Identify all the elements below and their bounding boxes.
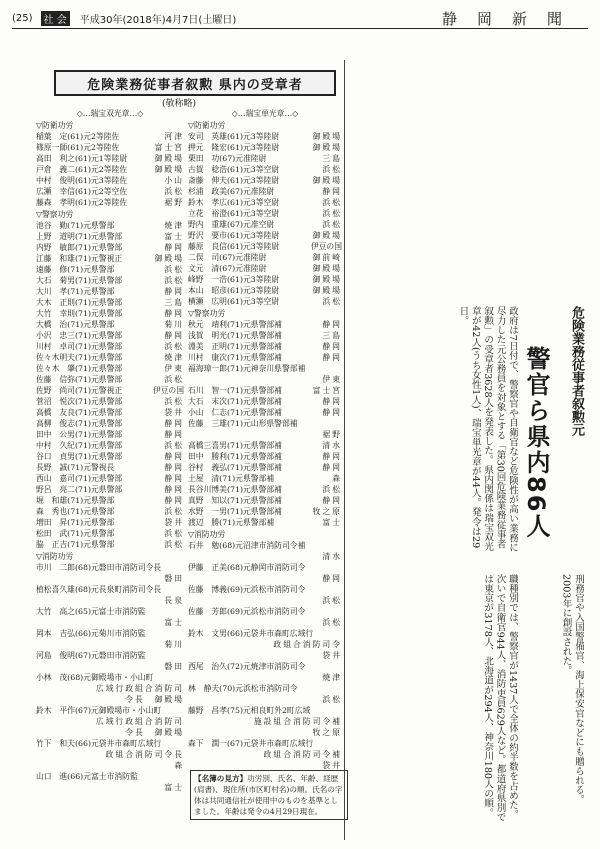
legend-text: 功労別、氏名、年齢、経歴(肩書)、現住所(市区町村名)の順。氏名の字体は共同通信社が使用中のものを基準としました。年齢は発令の4月29日現在。 bbox=[194, 774, 343, 816]
column-divider bbox=[344, 60, 345, 840]
recipient-entry bbox=[36, 429, 184, 440]
recipient-name: 戸倉 義二(61)元2等陸佐 bbox=[36, 165, 128, 174]
recipient-residence: 静岡 bbox=[164, 287, 184, 296]
recipient-name: 佐々木明夫(71)元県警部 bbox=[36, 353, 123, 362]
recipient-entry bbox=[188, 131, 342, 142]
recipient-entry bbox=[188, 683, 342, 694]
recipient-name: 大川 孝(71)元県警部 bbox=[36, 287, 115, 296]
recipient-residence: 静岡 bbox=[164, 474, 184, 483]
recipient-residence: 御殿場 bbox=[312, 143, 342, 152]
recipient-entry bbox=[188, 153, 342, 164]
recipient-residence: 小山 bbox=[164, 176, 184, 185]
recipient-entry bbox=[188, 661, 342, 672]
legend-box bbox=[190, 770, 348, 820]
recipient-residence: 御殿場 bbox=[154, 254, 184, 263]
recipient-entry bbox=[36, 528, 184, 539]
recipient-continuation: 施設組合消防司令補 bbox=[253, 717, 342, 726]
recipient-entry bbox=[36, 341, 184, 352]
recipient-residence: 浜松 bbox=[164, 441, 184, 450]
recipient-name: 岡本 吉弘(66)元菊川市消防監 bbox=[36, 629, 146, 638]
recipient-entry bbox=[188, 705, 342, 716]
recipient-residence: 浜松 bbox=[322, 485, 342, 494]
merit-group-heading: ▽警察功労 bbox=[36, 210, 74, 219]
recipient-residence: 伊豆の国 bbox=[152, 386, 184, 395]
recipient-residence: 静岡 bbox=[164, 485, 184, 494]
recipient-continuation: 広域行政組合消防司 bbox=[95, 684, 184, 693]
medal-heading: ◇…瑞宝双光章…◇ bbox=[76, 109, 144, 118]
recipient-residence: 静岡 bbox=[164, 243, 184, 252]
recipient-residence: 森 bbox=[332, 474, 342, 483]
recipient-name: 水野 一男(71)元県警部補 bbox=[188, 507, 282, 516]
recipient-name: 高田 利之(61)元1等陸尉 bbox=[36, 154, 128, 163]
recipient-entry bbox=[36, 705, 184, 716]
recipient-continuation: 令長 御殿場 bbox=[125, 695, 184, 704]
recipient-entry bbox=[188, 230, 342, 241]
recipient-residence: 静岡 bbox=[164, 452, 184, 461]
article-paragraph-2: 職種別では、警察官が1437人で全体の約半数を占めた。次いで自衛官944人、消防吏員629人など。都道府県別では東京が3178人、北海道が294人、神奈川180人の順。 bbox=[482, 574, 518, 822]
recipient-name: 安司 英雄(61)元3等陸尉 bbox=[188, 132, 280, 141]
recipient-entry bbox=[188, 584, 342, 595]
recipient-residence: 浜松 bbox=[164, 529, 184, 538]
recipient-entry bbox=[36, 197, 184, 208]
recipient-entry bbox=[36, 186, 184, 197]
article-headline: 警官ら県内86人 bbox=[522, 346, 550, 540]
recipient-name: 菅沼 悦次(71)元県警部 bbox=[36, 397, 123, 406]
recipient-entry bbox=[188, 241, 342, 252]
recipient-entry bbox=[188, 285, 342, 296]
merit-group-heading: ▽消防功労 bbox=[36, 552, 74, 561]
recipient-name: 中村 久紀(71)元県警部 bbox=[36, 441, 123, 450]
recipient-name: 大橋 治(71)元県警部 bbox=[36, 320, 115, 329]
recipient-entry bbox=[188, 352, 342, 363]
page-header bbox=[12, 8, 588, 29]
recipient-name: 渡辺 勝(71)元県警部補 bbox=[188, 518, 275, 527]
recipient-entry bbox=[188, 473, 342, 484]
recipient-name: 横瀬 広明(61)元3等空尉 bbox=[188, 297, 280, 306]
recipient-continuation: 浜松 bbox=[322, 618, 342, 627]
merit-group-heading: ▽防衛功労 bbox=[36, 121, 74, 130]
recipient-entry bbox=[188, 495, 342, 506]
recipient-name: 大石 菊男(71)元県警部 bbox=[36, 276, 123, 285]
recipient-residence: 三島 bbox=[164, 298, 184, 307]
recipient-residence: 浜松 bbox=[164, 375, 184, 384]
recipient-name: 上野 道明(71)元県警部 bbox=[36, 232, 123, 241]
recipient-name: 大石 末次(71)元県警部補 bbox=[188, 397, 282, 406]
recipient-residence: 袋井 bbox=[164, 408, 184, 417]
recipient-entry bbox=[36, 418, 184, 429]
recipient-entry bbox=[36, 297, 184, 308]
section-label: 社 会 bbox=[41, 11, 70, 26]
recipient-name: 森 秀也(71)元県警部 bbox=[36, 507, 115, 516]
recipient-entry bbox=[36, 220, 184, 231]
recipient-residence: 御殿場 bbox=[312, 231, 342, 240]
recipient-entry bbox=[188, 319, 342, 330]
recipient-name: 秋元 靖利(71)元県警部補 bbox=[188, 320, 282, 329]
recipient-name: 田中 勝利(71)元県警部補 bbox=[188, 452, 282, 461]
recipient-residence: 静岡 bbox=[322, 496, 342, 505]
recipient-residence: 御殿場 bbox=[312, 264, 342, 273]
recipient-continuation: 静岡 bbox=[322, 574, 342, 583]
recipient-name: 大竹 幸則(71)元県警部 bbox=[36, 309, 123, 318]
recipient-name: 二俣 司(67)元准陸尉 bbox=[188, 253, 267, 262]
recipient-name: 増田 昇(71)元県警部 bbox=[36, 518, 115, 527]
recipient-entry bbox=[36, 539, 184, 550]
recipient-name: 藤森 孝明(61)元2等陸佐 bbox=[36, 198, 128, 207]
recipient-name: 江藤 和雄(71)元警視正 bbox=[36, 254, 123, 263]
recipient-entry bbox=[188, 208, 342, 219]
recipient-entry bbox=[188, 274, 342, 285]
recipient-name: 佐藤 三雄(71)元山形県警部補 bbox=[188, 419, 298, 428]
recipient-name: 鈴木 平作(67)元御殿場市・小山町 bbox=[36, 706, 162, 715]
recipient-residence: 富士 bbox=[164, 232, 184, 241]
recipient-name: 浅賀 明光(71)元県警部補 bbox=[188, 331, 282, 340]
recipient-name: 長野 誠(71)元警視長 bbox=[36, 463, 115, 472]
recipient-entry bbox=[188, 341, 342, 352]
recipient-name: 峰野 一浩(61)元3等陸尉 bbox=[188, 275, 280, 284]
recipient-continuation: 焼津 bbox=[322, 673, 342, 682]
recipient-residence: 御前崎 bbox=[312, 253, 342, 262]
recipient-name: 佐藤 芳郎(69)元浜松市消防司令 bbox=[188, 607, 306, 616]
recipient-name: 植松喜久雄(68)元長泉町消防司令長 bbox=[36, 585, 162, 594]
recipient-residence: 浜松 bbox=[164, 276, 184, 285]
newspaper-name: 静岡新聞 bbox=[441, 9, 582, 28]
recipient-continuation: 磐田 bbox=[164, 574, 184, 583]
recipient-continuation: 政組合消防司令補 bbox=[263, 750, 342, 759]
recipient-name: 内野 敏郎(71)元県警部 bbox=[36, 243, 123, 252]
recipient-name: 市川 二郎(68)元磐田市消防司令長 bbox=[36, 563, 162, 572]
recipient-continuation: 伊東 bbox=[322, 375, 342, 384]
recipient-name: 堀 和雄(71)元県警部 bbox=[36, 496, 115, 505]
recipient-residence: 静岡 bbox=[322, 463, 342, 472]
recipient-entry bbox=[188, 451, 342, 462]
recipient-entry bbox=[36, 440, 184, 451]
recipient-residence: 静岡 bbox=[164, 496, 184, 505]
recipient-residence: 浜松 bbox=[322, 209, 342, 218]
recipient-name: 山口 進(66)元富士市消防監 bbox=[36, 772, 138, 781]
recipient-residence: 静岡 bbox=[322, 353, 342, 362]
recipient-entry bbox=[188, 175, 342, 186]
recipient-entry bbox=[188, 263, 342, 274]
recipient-name: 脇 正吉(71)元県警部 bbox=[36, 540, 115, 549]
recipient-name: 谷口 貞男(71)元県警部 bbox=[36, 452, 123, 461]
recipient-residence: 菊川 bbox=[164, 320, 184, 329]
recipient-continuation: 清水 bbox=[322, 552, 342, 561]
merit-group-heading: ▽警察功労 bbox=[188, 309, 226, 318]
page-number: (25) bbox=[12, 12, 33, 24]
recipient-entry bbox=[188, 506, 342, 517]
recipient-name: 藤野 昌孝(75)元相良町外2町広域 bbox=[188, 706, 311, 715]
recipient-residence: 富士 bbox=[322, 518, 342, 527]
recipient-name: 池谷 勤(71)元県警部 bbox=[36, 221, 115, 230]
recipient-name: 松田 武(71)元県警部 bbox=[36, 529, 115, 538]
recipient-entry bbox=[36, 738, 184, 749]
issue-date: 平成30年(2018年)4月7日(土曜日) bbox=[79, 14, 237, 26]
legend-label: 【名簿の見方】 bbox=[194, 774, 248, 783]
recipient-residence: 静岡 bbox=[322, 320, 342, 329]
recipient-name: 押元 隆宏(61)元3等陸尉 bbox=[188, 143, 280, 152]
recipient-entry bbox=[36, 308, 184, 319]
recipient-residence: 焼津 bbox=[164, 353, 184, 362]
recipient-entry bbox=[36, 175, 184, 186]
merit-group-heading: ▽防衛功労 bbox=[188, 121, 226, 130]
article-paragraph-1: 政府は7日付で、警察官や自衛官など危険性が高い業務に尽力した元公務員を対象とする「第30回危険業務従事者叙勲」の受章者3628人を発表した。県内関係は瑞宝双光章が42人(うち女性1人)、瑞宝単光章が44人。発令は29日。 bbox=[457, 306, 518, 553]
recipient-entry bbox=[36, 517, 184, 528]
recipient-entry bbox=[36, 396, 184, 407]
recipient-name: 小沢 忠三(71)元県警部 bbox=[36, 331, 123, 340]
recipient-entry bbox=[36, 628, 184, 639]
recipient-name: 大竹 高之(65)元富士市消防監 bbox=[36, 607, 146, 616]
recipient-name: 西山 嘉司(71)元県警部 bbox=[36, 474, 123, 483]
recipient-name: 川村 康次(71)元県警部補 bbox=[188, 353, 282, 362]
recipient-entry bbox=[188, 396, 342, 407]
recipient-entry bbox=[36, 650, 184, 661]
recipient-entry bbox=[188, 363, 342, 374]
recipient-residence: 静岡 bbox=[322, 452, 342, 461]
recipient-name: 大木 正則(71)元県警部 bbox=[36, 298, 123, 307]
recipient-name: 石井 勉(68)元沼津市消防司令補 bbox=[188, 541, 306, 550]
recipient-name: 河島 俊明(67)元磐田市消防監 bbox=[36, 651, 146, 660]
recipient-residence: 静岡 bbox=[322, 408, 342, 417]
recipient-entry bbox=[188, 540, 342, 551]
recipient-name: 高柳 俊志(71)元県警部 bbox=[36, 419, 123, 428]
recipient-entry bbox=[188, 440, 342, 451]
recipient-name: 小林 茂(68)元御殿場市・小山町 bbox=[36, 673, 154, 682]
recipient-residence: 浜松 bbox=[164, 540, 184, 549]
recipient-entry bbox=[188, 330, 342, 341]
recipient-entry bbox=[36, 164, 184, 175]
recipient-name: 伊藤 正美(68)元静岡市消防司令 bbox=[188, 563, 306, 572]
recipient-entry bbox=[36, 606, 184, 617]
recipient-residence: 浜松 bbox=[322, 297, 342, 306]
recipient-entry bbox=[36, 231, 184, 242]
recipient-residence: 伊東 bbox=[164, 364, 184, 373]
recipient-entry bbox=[36, 319, 184, 330]
recipient-name: 古賀 稔浩(61)元3等空尉 bbox=[188, 165, 280, 174]
recipient-entry bbox=[188, 197, 342, 208]
recipient-entry bbox=[36, 462, 184, 473]
recipient-name: 田中 公男(71)元県警部 bbox=[36, 430, 123, 439]
recipient-name: 野呂 亮二(71)元県警部 bbox=[36, 485, 123, 494]
recipient-name: 長谷川博美(71)元県警部補 bbox=[188, 485, 282, 494]
recipient-name: 西尾 治久(72)元焼津市消防司令 bbox=[188, 662, 306, 671]
recipient-entry bbox=[36, 352, 184, 363]
recipient-name: 藤原 良信(61)元3等陸尉 bbox=[188, 242, 280, 251]
recipient-name: 中村 俊明(61)元3等陸佐 bbox=[36, 176, 128, 185]
recipient-entry bbox=[188, 606, 342, 617]
recipient-name: 福海璋一郎(71)元神奈川県警部補 bbox=[188, 364, 306, 373]
recipient-residence: 伊豆の国 bbox=[310, 242, 342, 251]
recipient-entry bbox=[36, 374, 184, 385]
recipient-residence: 静岡 bbox=[164, 419, 184, 428]
recipient-name: 鈴木 文男(66)元袋井市森町広域行 bbox=[188, 629, 314, 638]
recipient-residence: 富士宮 bbox=[312, 386, 342, 395]
recipient-entry bbox=[36, 242, 184, 253]
recipient-continuation: 政組合消防司令長 bbox=[105, 750, 184, 759]
recipient-entry bbox=[36, 451, 184, 462]
recipient-name: 文元 清(67)元准陸尉 bbox=[188, 264, 267, 273]
recipient-entry bbox=[36, 286, 184, 297]
recipient-name: 野内 重雄(67)元准空尉 bbox=[188, 220, 275, 229]
kicker-suffix: 元 bbox=[569, 423, 584, 436]
recipient-residence: 静岡 bbox=[322, 397, 342, 406]
recipient-name: 佐々木 肇(71)元県警部 bbox=[36, 364, 123, 373]
recipient-name: 栗田 功(67)元准陸尉 bbox=[188, 154, 267, 163]
recipient-residence: 静岡 bbox=[164, 331, 184, 340]
recipient-residence: 牧之原 bbox=[312, 507, 342, 516]
recipient-entry bbox=[36, 584, 184, 595]
recipient-residence: 三島 bbox=[322, 154, 342, 163]
article-kicker bbox=[569, 306, 584, 436]
recipient-residence: 浜松 bbox=[164, 397, 184, 406]
recipient-name: 佐藤 信弥(71)元県警部 bbox=[36, 375, 123, 384]
recipient-name: 遠藤 修(71)元県警部 bbox=[36, 265, 115, 274]
recipient-residence: 静岡 bbox=[164, 463, 184, 472]
recipient-continuation: 富士 bbox=[164, 783, 184, 792]
recipient-residence: 河津 bbox=[164, 132, 184, 141]
recipient-continuation: 森 bbox=[174, 761, 184, 770]
recipient-continuation: 菊川 bbox=[164, 640, 184, 649]
recipient-name: 淵美 正明(71)元県警部補 bbox=[188, 342, 282, 351]
recipient-entry bbox=[188, 385, 342, 396]
recipient-name: 高橋三喜男(71)元県警部補 bbox=[188, 441, 282, 450]
recipient-column-zuiho-tanko bbox=[188, 108, 342, 771]
recipient-residence: 三島 bbox=[322, 331, 342, 340]
recipient-name: 林 静夫(70)元浜松市消防司令 bbox=[188, 684, 298, 693]
recipient-name: 野沢 要市(61)元3等陸尉 bbox=[188, 231, 280, 240]
recipient-name: 立花 裕澄(61)元3等空尉 bbox=[188, 209, 280, 218]
recipient-entry bbox=[36, 142, 184, 153]
recipient-continuation: 牧之原 bbox=[312, 728, 342, 737]
recipient-entry bbox=[188, 407, 342, 418]
recipient-continuation: 長泉 bbox=[164, 596, 184, 605]
recipient-entry bbox=[36, 506, 184, 517]
recipient-name: 斎藤 伸夫(61)元3等陸尉 bbox=[188, 176, 280, 185]
recipient-entry bbox=[188, 484, 342, 495]
recipient-name: 谷村 義弘(71)元県警部補 bbox=[188, 463, 282, 472]
recipient-residence: 浜松 bbox=[164, 507, 184, 516]
recipient-name: 鈴木 孝広(61)元3等空尉 bbox=[188, 198, 280, 207]
recipient-residence: 御殿場 bbox=[312, 286, 342, 295]
recipient-residence: 袋井 bbox=[164, 518, 184, 527]
recipient-residence: 浜松 bbox=[164, 342, 184, 351]
recipient-name: 土屋 清(71)元県警部補 bbox=[188, 474, 275, 483]
recipient-name: 石川 智一(71)元県警部補 bbox=[188, 386, 282, 395]
recipient-entry bbox=[188, 418, 342, 429]
recipient-entry bbox=[36, 495, 184, 506]
recipient-residence: 浜松 bbox=[322, 198, 342, 207]
recipient-entry bbox=[188, 164, 342, 175]
recipient-entry bbox=[188, 186, 342, 197]
recipient-entry bbox=[36, 153, 184, 164]
recipient-entry bbox=[36, 363, 184, 374]
recipient-residence: 御殿場 bbox=[154, 165, 184, 174]
recipient-entry bbox=[188, 562, 342, 573]
recipient-residence: 御殿場 bbox=[312, 275, 342, 284]
recipient-residence: 浜松 bbox=[164, 265, 184, 274]
recipient-entry bbox=[188, 252, 342, 263]
recipient-entry bbox=[188, 738, 342, 749]
recipient-residence: 浜松 bbox=[322, 165, 342, 174]
recipient-name: 真野 知以(71)元県警部補 bbox=[188, 496, 282, 505]
recipient-residence: 静岡 bbox=[322, 342, 342, 351]
recipient-residence: 静岡 bbox=[164, 309, 184, 318]
recipient-continuation: 袋井 bbox=[322, 651, 342, 660]
recipient-column-zuiho-soko bbox=[36, 108, 184, 793]
recipient-continuation: 令長 御殿場 bbox=[125, 728, 184, 737]
recipient-continuation: 袋井 bbox=[322, 761, 342, 770]
recipient-name: 佐野 尚司(71)元警視正 bbox=[36, 386, 123, 395]
recipient-entry bbox=[188, 142, 342, 153]
recipient-entry bbox=[36, 771, 184, 782]
recipient-continuation: 磐田 bbox=[164, 662, 184, 671]
news-article bbox=[350, 300, 586, 840]
recipient-residence: 焼津 bbox=[164, 221, 184, 230]
recipient-entry bbox=[36, 562, 184, 573]
recipient-continuation: 政組合消防司令 bbox=[273, 640, 342, 649]
recipient-residence: 御殿場 bbox=[312, 132, 342, 141]
recipient-entry bbox=[36, 131, 184, 142]
recipient-residence: 清水 bbox=[322, 441, 342, 450]
honorific-note: (敬称略) bbox=[162, 99, 197, 109]
recipient-continuation: 裾野 bbox=[322, 430, 342, 439]
recipient-name: 篠原一師(61)元2等陸佐 bbox=[36, 143, 120, 152]
recipient-entry bbox=[36, 484, 184, 495]
recipient-name: 森下 潤一(67)元袋井市森町広域行 bbox=[188, 739, 314, 748]
recipient-name: 小山 仁志(71)元県警部補 bbox=[188, 408, 282, 417]
recipient-residence: 御殿場 bbox=[154, 154, 184, 163]
recipient-entry bbox=[36, 264, 184, 275]
recipient-entry bbox=[36, 672, 184, 683]
recipient-continuation: 広域行政組合消防司 bbox=[95, 717, 184, 726]
kicker-text: 危険業務従事者叙勲 bbox=[569, 306, 584, 423]
recipient-entry bbox=[36, 275, 184, 286]
recipient-residence: 静岡 bbox=[164, 430, 184, 439]
recipient-name: 稲葉 定(61)元2等陸佐 bbox=[36, 132, 120, 141]
recipient-entry bbox=[36, 473, 184, 484]
recipient-residence: 裾野 bbox=[164, 198, 184, 207]
list-title: 危険業務従事者叙勲 県内の受章者 bbox=[54, 70, 336, 96]
recipient-continuation: 富士 bbox=[164, 618, 184, 627]
recipient-entry bbox=[188, 517, 342, 528]
recipient-entry bbox=[188, 219, 342, 230]
article-paragraph-3: 刑務官や入国警備官、海上保安官などにも贈られる。2003年に創設された。 bbox=[560, 574, 584, 805]
recipient-residence: 浜松 bbox=[164, 187, 184, 196]
recipient-continuation: 浜松 bbox=[322, 695, 342, 704]
recipient-name: 佐藤 博義(69)元浜松市消防司令 bbox=[188, 585, 306, 594]
recipient-continuation: 浜松 bbox=[322, 596, 342, 605]
medal-heading: ◇…瑞宝単光章…◇ bbox=[231, 109, 299, 118]
recipient-name: 広瀬 幸信(61)元2等空佐 bbox=[36, 187, 128, 196]
recipient-name: 高橋 友良(71)元県警部 bbox=[36, 408, 123, 417]
recipient-entry bbox=[36, 330, 184, 341]
recipient-name: 竹下 和夫(66)元袋井市森町広域行 bbox=[36, 739, 162, 748]
recipient-entry bbox=[36, 385, 184, 396]
recipient-entry bbox=[188, 628, 342, 639]
merit-group-heading: ▽消防功労 bbox=[188, 530, 226, 539]
recipient-residence: 静岡 bbox=[322, 187, 342, 196]
recipient-entry bbox=[36, 407, 184, 418]
recipient-residence: 御殿場 bbox=[312, 176, 342, 185]
recipient-residence: 富士宮 bbox=[154, 143, 184, 152]
recipient-name: 杉浦 政美(67)元准陸尉 bbox=[188, 187, 275, 196]
recipient-entry bbox=[188, 296, 342, 307]
recipient-name: 川村 卓司(71)元県警部 bbox=[36, 342, 123, 351]
recipient-residence: 浜松 bbox=[322, 220, 342, 229]
recipient-name: 本山 昭彦(61)元3等陸尉 bbox=[188, 286, 280, 295]
recipient-entry bbox=[36, 253, 184, 264]
recipient-entry bbox=[188, 462, 342, 473]
